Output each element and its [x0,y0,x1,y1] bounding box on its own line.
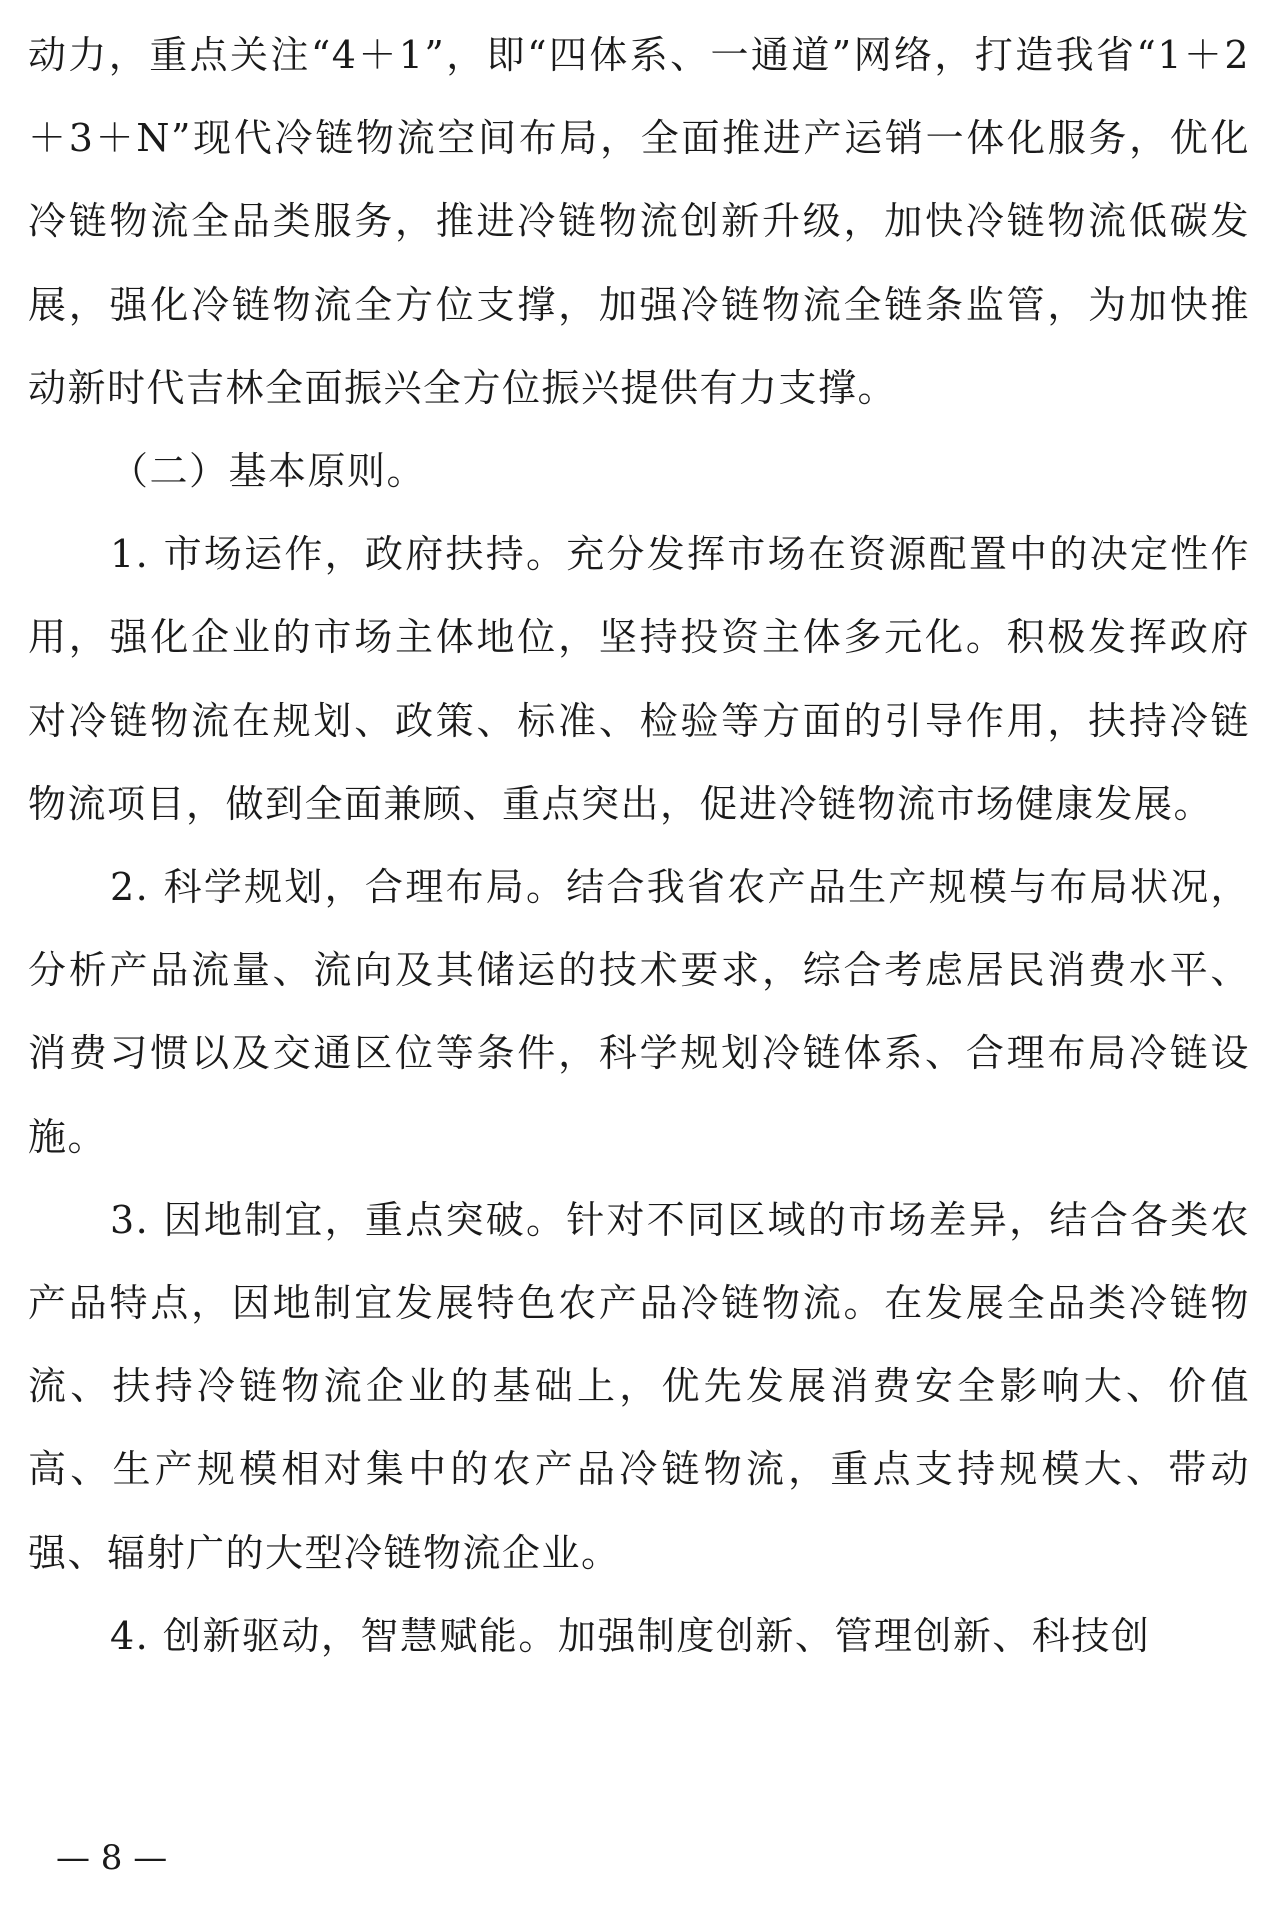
paragraph-principle-1: 1. 市场运作，政府扶持。充分发挥市场在资源配置中的决定性作用，强化企业的市场主体地位，坚持投资主体多元化。积极发挥政府对冷链物流在规划、政策、标准、检验等方面的引导作用，扶持冷链物流项目，做到全面兼顾、重点突出，促进冷链物流市场健康发展。 [28,532,1250,826]
section-heading-basic-principles: （二）基本原则。 [110,449,427,494]
paragraph-principle-3: 3. 因地制宜，重点突破。针对不同区域的市场差异，结合各类农产品特点，因地制宜发展特色农产品冷链物流。在发展全品类冷链物流、扶持冷链物流企业的基础上，优先发展消费安全影响大、价值高、生产规模相对集中的农产品冷链物流，重点支持规模大、带动强、辐射广的大型冷链物流企业。 [28,1197,1250,1575]
paragraph-principle-4: 4. 创新驱动，智慧赋能。加强制度创新、管理创新、科技创 [110,1613,1151,1658]
paragraph-principle-2: 2. 科学规划，合理布局。结合我省农产品生产规模与布局状况，分析产品流量、流向及其储运的技术要求，综合考虑居民消费水平、消费习惯以及交通区位等条件，科学规划冷链体系、合理布局冷链设施。 [28,865,1250,1159]
body-text [28,14,1250,1678]
paragraph-intro-continuation: 动力，重点关注“4＋1”，即“四体系、一通道”网络，打造我省“1＋2＋3＋N”现代冷链物流空间布局，全面推进产运销一体化服务，优化冷链物流全品类服务，推进冷链物流创新升级，加快冷链物流低碳发展，强化冷链物流全方位支撑，加强冷链物流全链条监管，为加快推动新时代吉林全面振兴全方位振兴提供有力支撑。 [28,33,1250,410]
page-number: — 8 — [56,1838,168,1878]
